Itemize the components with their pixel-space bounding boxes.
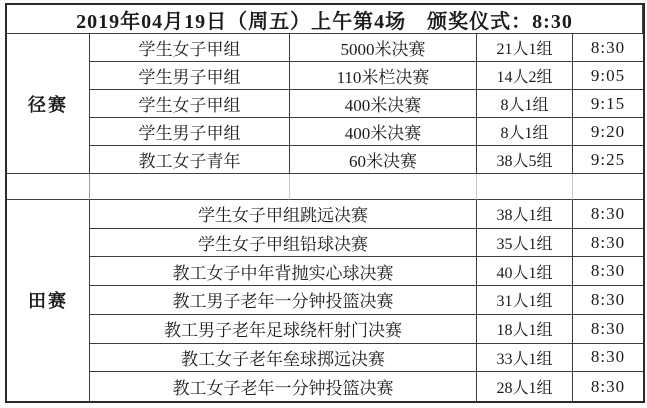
count-cell: 35人1组 xyxy=(477,229,573,258)
group-cell: 教工女子青年 xyxy=(90,146,290,174)
time-cell: 8:30 xyxy=(573,315,643,344)
category-track: 径赛 xyxy=(7,34,90,174)
count-cell: 8人1组 xyxy=(477,90,573,118)
time-cell: 8:30 xyxy=(573,286,643,315)
event-cell: 学生女子甲组跳远决赛 xyxy=(90,200,477,229)
count-cell: 33人1组 xyxy=(477,344,573,373)
group-cell: 学生男子甲组 xyxy=(90,118,290,146)
spacer-cell xyxy=(290,174,477,200)
event-cell: 110米栏决赛 xyxy=(290,62,477,90)
count-cell: 18人1组 xyxy=(477,315,573,344)
count-cell: 14人2组 xyxy=(477,62,573,90)
schedule-table xyxy=(5,3,645,403)
event-cell: 学生女子甲组铅球决赛 xyxy=(90,229,477,258)
time-cell: 8:30 xyxy=(573,372,643,401)
time-cell: 8:30 xyxy=(573,200,643,229)
event-cell: 教工女子老年垒球掷远决赛 xyxy=(90,344,477,373)
spacer-cell xyxy=(573,174,643,200)
category-field: 田赛 xyxy=(7,200,90,401)
spacer-cell xyxy=(477,174,573,200)
spacer-cell xyxy=(7,174,90,200)
time-cell: 9:20 xyxy=(573,118,643,146)
time-cell: 9:15 xyxy=(573,90,643,118)
table-title: 2019年04月19日（周五）上午第4场 颁奖仪式：8:30 xyxy=(7,5,643,34)
count-cell: 21人1组 xyxy=(477,34,573,62)
event-cell: 60米决赛 xyxy=(290,146,477,174)
group-cell: 学生男子甲组 xyxy=(90,62,290,90)
time-cell: 9:25 xyxy=(573,146,643,174)
time-cell: 9:05 xyxy=(573,62,643,90)
event-cell: 教工男子老年一分钟投篮决赛 xyxy=(90,286,477,315)
count-cell: 31人1组 xyxy=(477,286,573,315)
event-cell: 教工男子老年足球绕杆射门决赛 xyxy=(90,315,477,344)
time-cell: 8:30 xyxy=(573,229,643,258)
count-cell: 38人5组 xyxy=(477,146,573,174)
event-cell: 400米决赛 xyxy=(290,90,477,118)
event-cell: 教工女子中年背抛实心球决赛 xyxy=(90,257,477,286)
spacer-cell xyxy=(90,174,290,200)
count-cell: 8人1组 xyxy=(477,118,573,146)
time-cell: 8:30 xyxy=(573,344,643,373)
event-cell: 400米决赛 xyxy=(290,118,477,146)
event-cell: 教工女子老年一分钟投篮决赛 xyxy=(90,372,477,401)
count-cell: 28人1组 xyxy=(477,372,573,401)
count-cell: 40人1组 xyxy=(477,257,573,286)
time-cell: 8:30 xyxy=(573,257,643,286)
count-cell: 38人1组 xyxy=(477,200,573,229)
group-cell: 学生女子甲组 xyxy=(90,90,290,118)
event-cell: 5000米决赛 xyxy=(290,34,477,62)
time-cell: 8:30 xyxy=(573,34,643,62)
group-cell: 学生女子甲组 xyxy=(90,34,290,62)
